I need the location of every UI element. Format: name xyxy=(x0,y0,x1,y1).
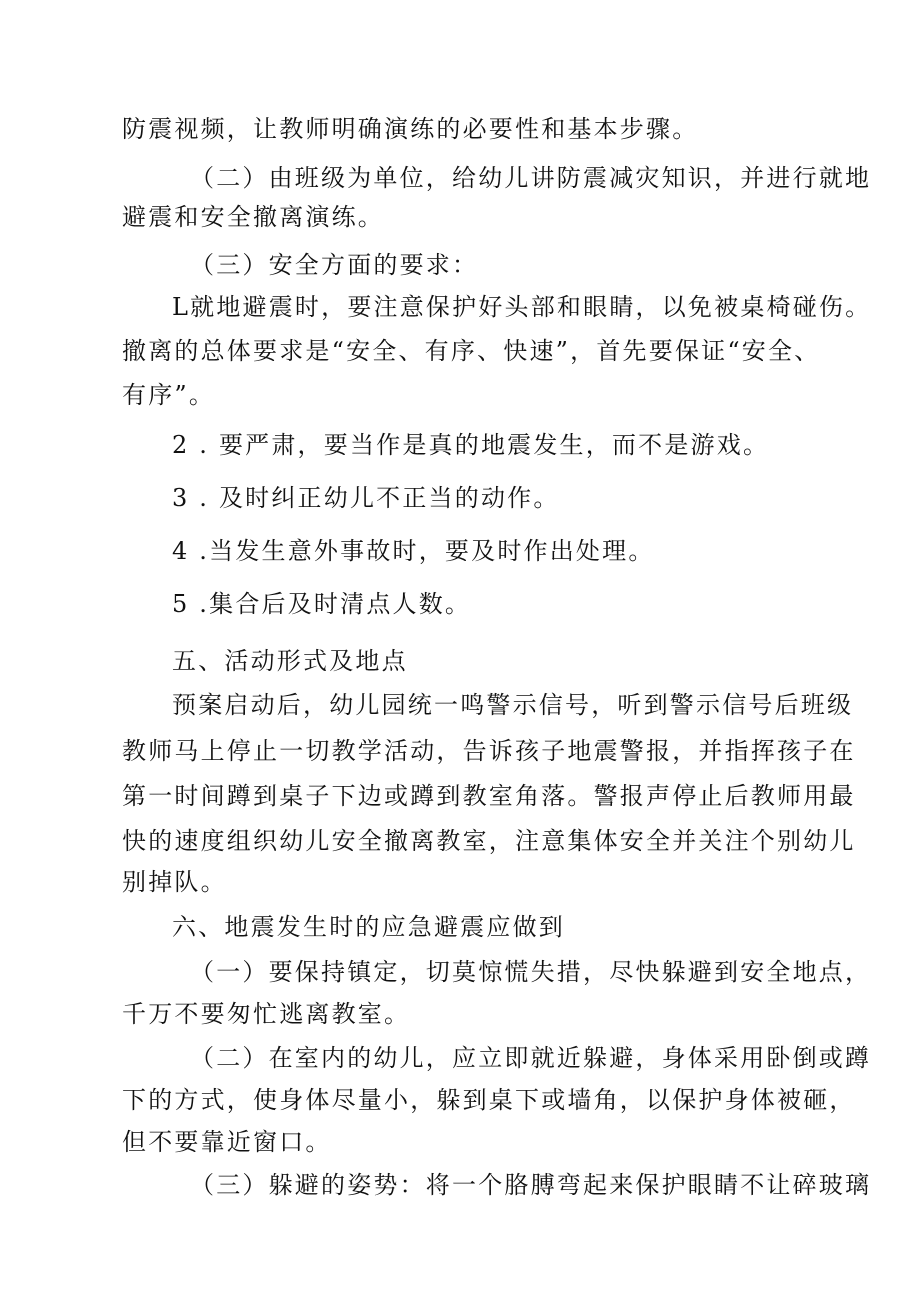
text-line: L就地避震时，要注意保护好头部和眼睛，以免被桌椅碰伤。 xyxy=(172,293,872,321)
text-line: （三）躲避的姿势：将一个胳膊弯起来保护眼睛不让碎玻璃 xyxy=(190,1171,872,1199)
text-line: 别掉队。 xyxy=(122,868,227,896)
text-line: 但不要靠近窗口。 xyxy=(122,1128,332,1156)
text-line: 教师马上停止一切教学活动，告诉孩子地震警报，并指挥孩子在 xyxy=(122,737,856,765)
text-line: 5 .集合后及时清点人数。 xyxy=(172,590,472,618)
section-heading: 五、活动形式及地点 xyxy=(172,647,408,675)
section-heading: 六、地震发生时的应急避震应做到 xyxy=(172,913,565,941)
text-line: 4 .当发生意外事故时，要及时作出处理。 xyxy=(172,537,655,565)
text-line: 预案启动后，幼儿园统一鸣警示信号，听到警示信号后班级 xyxy=(172,691,854,719)
text-line: （三）安全方面的要求： xyxy=(190,251,479,279)
text-line: 有序”。 xyxy=(122,381,216,409)
text-line: 下的方式，使身体尽量小，躲到桌下或墙角，以保护身体被砸， xyxy=(122,1086,856,1114)
text-line: 第一时间蹲到桌子下边或蹲到教室角落。警报声停止后教师用最 xyxy=(122,782,856,810)
text-line: （二）在室内的幼儿，应立即就近躲避，身体采用卧倒或蹲 xyxy=(190,1044,872,1072)
text-line: （二）由班级为单位，给幼儿讲防震减灾知识，并进行就地 xyxy=(190,164,872,192)
text-line: 3 . 及时纠正幼儿不正当的动作。 xyxy=(172,484,560,512)
text-line: 避震和安全撤离演练。 xyxy=(122,203,384,231)
text-line: （一）要保持镇定，切莫惊慌失措，尽快躲避到安全地点， xyxy=(190,958,872,986)
text-line: 快的速度组织幼儿安全撤离教室，注意集体安全并关注个别幼儿 xyxy=(122,827,856,855)
text-line: 2 . 要严肃，要当作是真的地震发生，而不是游戏。 xyxy=(172,431,770,459)
text-line: 撤离的总体要求是“安全、有序、快速”，首先要保证“安全、 xyxy=(122,337,821,365)
text-line: 防震视频，让教师明确演练的必要性和基本步骤。 xyxy=(122,115,699,143)
text-line: 千万不要匆忙逃离教室。 xyxy=(122,1000,411,1028)
